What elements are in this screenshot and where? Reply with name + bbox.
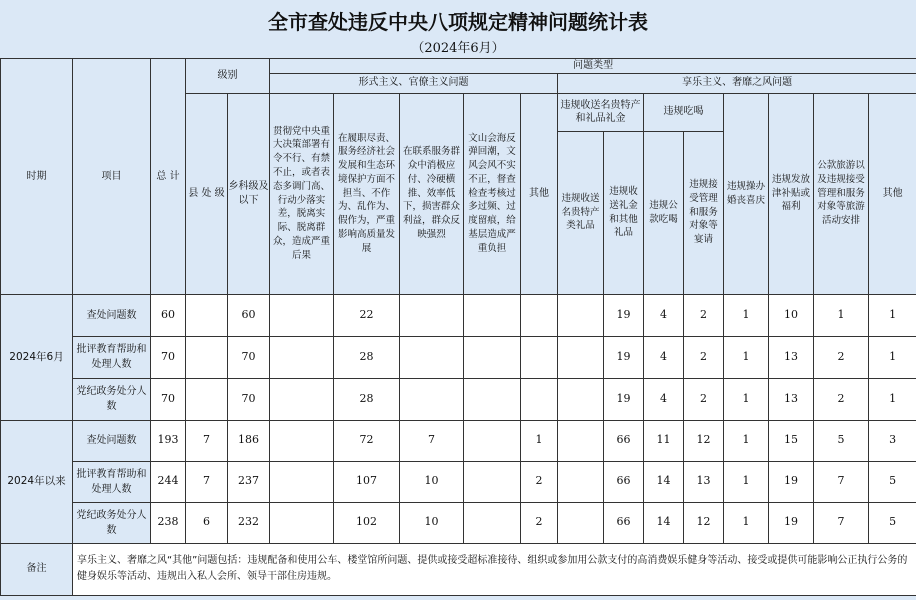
item-cell: 批评教育帮助和处理人数 (73, 336, 151, 378)
h6-cell: 19 (769, 502, 814, 543)
township-cell: 60 (228, 294, 270, 336)
title-block (0, 0, 916, 58)
h2-cell: 19 (604, 294, 644, 336)
header-h2: 违规收送礼金和其他礼品 (604, 131, 644, 294)
h1-cell (558, 502, 604, 543)
total-cell: 70 (151, 336, 186, 378)
table-row (1, 336, 916, 378)
h6-cell: 10 (769, 294, 814, 336)
h8-cell: 5 (869, 502, 916, 543)
township-cell: 232 (228, 502, 270, 543)
h3-cell: 11 (644, 420, 684, 461)
header-total: 总 计 (151, 59, 186, 295)
h7-cell: 7 (814, 502, 869, 543)
header-county: 县 处 级 (186, 93, 228, 294)
header-level: 级别 (186, 59, 270, 94)
h7-cell: 2 (814, 336, 869, 378)
h1-cell (558, 294, 604, 336)
h6-cell: 13 (769, 336, 814, 378)
township-cell: 70 (228, 378, 270, 420)
table-row (1, 420, 916, 461)
h2-cell: 19 (604, 378, 644, 420)
item-cell: 党纪政务处分人数 (73, 378, 151, 420)
h2-cell: 66 (604, 502, 644, 543)
h2-cell: 66 (604, 461, 644, 502)
note-text: 享乐主义、奢靡之风“其他”问题包括：违规配备和使用公车、楼堂馆所问题、提供或接受超标准接待、组织或参加用公款支付的高消费娱乐健身等活动、接受或提供可能影响公正执行公务的健身娱乐等活动、违规出入私人会所、领导干部住房违规。 (73, 543, 916, 595)
h3-cell: 4 (644, 294, 684, 336)
f5-cell: 1 (521, 420, 558, 461)
h7-cell: 7 (814, 461, 869, 502)
f4-cell (464, 461, 521, 502)
h5-cell: 1 (724, 294, 769, 336)
table-row (1, 378, 916, 420)
item-cell: 批评教育帮助和处理人数 (73, 461, 151, 502)
item-cell: 查处问题数 (73, 420, 151, 461)
h4-cell: 13 (684, 461, 724, 502)
f4-cell (464, 336, 521, 378)
h7-cell: 1 (814, 294, 869, 336)
township-cell: 186 (228, 420, 270, 461)
h4-cell: 12 (684, 502, 724, 543)
h7-cell: 2 (814, 378, 869, 420)
county-cell (186, 336, 228, 378)
h1-cell (558, 461, 604, 502)
header-f1: 贯彻党中央重大决策部署有令不行、有禁不止，或者表态多调门高、行动少落实差，脱离实际、脱离群众，造成严重后果 (270, 93, 334, 294)
h4-cell: 2 (684, 336, 724, 378)
f4-cell (464, 294, 521, 336)
page-title: 全市查处违反中央八项规定精神问题统计表 (268, 10, 648, 34)
h8-cell: 5 (869, 461, 916, 502)
header-problem-type: 问题类型 (270, 59, 916, 74)
h8-cell: 1 (869, 336, 916, 378)
township-cell: 237 (228, 461, 270, 502)
county-cell (186, 378, 228, 420)
h2-cell: 19 (604, 336, 644, 378)
f5-cell (521, 336, 558, 378)
h2-cell: 66 (604, 420, 644, 461)
h4-cell: 12 (684, 420, 724, 461)
header-item: 项目 (73, 59, 151, 295)
header-f5: 其他 (521, 93, 558, 294)
f4-cell (464, 378, 521, 420)
h4-cell: 2 (684, 294, 724, 336)
total-cell: 193 (151, 420, 186, 461)
header-h5: 违规操办婚丧喜庆 (724, 93, 769, 294)
f2-cell: 28 (334, 336, 400, 378)
total-cell: 60 (151, 294, 186, 336)
f1-cell (270, 378, 334, 420)
f4-cell (464, 502, 521, 543)
note-row (1, 543, 916, 595)
h4-cell: 2 (684, 378, 724, 420)
header-f3: 在联系服务群众中消极应付、冷硬横推、效率低下，损害群众利益，群众反映强烈 (400, 93, 464, 294)
page-subtitle: （2024年6月） (411, 41, 505, 56)
f3-cell (400, 378, 464, 420)
f3-cell: 10 (400, 461, 464, 502)
f5-cell (521, 294, 558, 336)
f3-cell (400, 336, 464, 378)
stats-table (0, 58, 916, 596)
f2-cell: 72 (334, 420, 400, 461)
county-cell (186, 294, 228, 336)
h5-cell: 1 (724, 461, 769, 502)
h5-cell: 1 (724, 336, 769, 378)
header-hedonism: 享乐主义、奢靡之风问题 (558, 73, 916, 93)
f3-cell: 10 (400, 502, 464, 543)
header-h3: 违规公款吃喝 (644, 131, 684, 294)
h8-cell: 3 (869, 420, 916, 461)
h1-cell (558, 336, 604, 378)
f4-cell (464, 420, 521, 461)
f2-cell: 22 (334, 294, 400, 336)
header-h1: 违规收送名贵特产类礼品 (558, 131, 604, 294)
header-gift-group: 违规收送名贵特产和礼品礼金 (558, 93, 644, 131)
county-cell: 6 (186, 502, 228, 543)
f5-cell: 2 (521, 502, 558, 543)
header-township: 乡科级及以下 (228, 93, 270, 294)
header-eat-group: 违规吃喝 (644, 93, 724, 131)
h3-cell: 4 (644, 336, 684, 378)
header-f2: 在履职尽责、服务经济社会发展和生态环境保护方面不担当、不作为、乱作为、假作为，严重影响高质量发展 (334, 93, 400, 294)
h5-cell: 1 (724, 420, 769, 461)
f2-cell: 102 (334, 502, 400, 543)
h7-cell: 5 (814, 420, 869, 461)
header-h6: 违规发放津补贴或福利 (769, 93, 814, 294)
h5-cell: 1 (724, 378, 769, 420)
h5-cell: 1 (724, 502, 769, 543)
header-h7: 公款旅游以及违规接受管理和服务对象等旅游活动安排 (814, 93, 869, 294)
h6-cell: 19 (769, 461, 814, 502)
header-f4: 文山会海反弹回潮，文风会风不实不正，督查检查考核过多过频、过度留痕，给基层造成严重负担 (464, 93, 521, 294)
h8-cell: 1 (869, 378, 916, 420)
h6-cell: 13 (769, 378, 814, 420)
f5-cell: 2 (521, 461, 558, 502)
f3-cell (400, 294, 464, 336)
f1-cell (270, 502, 334, 543)
total-cell: 70 (151, 378, 186, 420)
header-formalism: 形式主义、官僚主义问题 (270, 73, 558, 93)
note-label: 备注 (1, 543, 73, 595)
h1-cell (558, 378, 604, 420)
period-cell: 2024年以来 (1, 420, 73, 543)
county-cell: 7 (186, 420, 228, 461)
header-h8: 其他 (869, 93, 916, 294)
f1-cell (270, 294, 334, 336)
f2-cell: 107 (334, 461, 400, 502)
f1-cell (270, 461, 334, 502)
period-cell: 2024年6月 (1, 294, 73, 420)
township-cell: 70 (228, 336, 270, 378)
h3-cell: 4 (644, 378, 684, 420)
f1-cell (270, 420, 334, 461)
county-cell: 7 (186, 461, 228, 502)
header-h4: 违规接受管理和服务对象等宴请 (684, 131, 724, 294)
item-cell: 查处问题数 (73, 294, 151, 336)
h1-cell (558, 420, 604, 461)
h3-cell: 14 (644, 502, 684, 543)
table-row (1, 461, 916, 502)
h6-cell: 15 (769, 420, 814, 461)
f2-cell: 28 (334, 378, 400, 420)
table-row (1, 294, 916, 336)
f5-cell (521, 378, 558, 420)
h8-cell: 1 (869, 294, 916, 336)
table-row (1, 502, 916, 543)
f3-cell: 7 (400, 420, 464, 461)
header-period: 时期 (1, 59, 73, 295)
total-cell: 238 (151, 502, 186, 543)
item-cell: 党纪政务处分人数 (73, 502, 151, 543)
total-cell: 244 (151, 461, 186, 502)
h3-cell: 14 (644, 461, 684, 502)
f1-cell (270, 336, 334, 378)
